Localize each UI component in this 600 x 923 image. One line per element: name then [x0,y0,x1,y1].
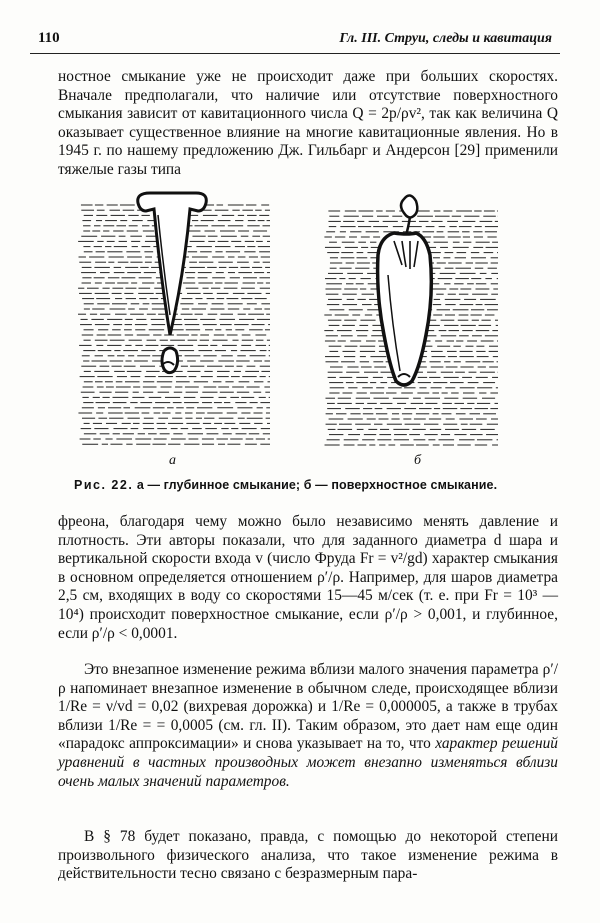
paragraph-4: В § 78 будет показано, правда, с помощью до некоторой степени произвольного физического анализа, что такое изменение режима в действительности тесно связано с безразмерным пара- [58,828,558,883]
page-number: 110 [38,30,60,46]
cavity-diagrams [58,185,558,475]
paragraph-1: ностное смыкание уже не происходит даже при больших скоростях. Вначале предполагали, что наличие или отсутствие поверхностного смыкания зависит от кавитационного числа Q = 2p/ρv², так как величина Q оказывает существенное влияние на многие кавитационные явления. Но в 1945 г. по нашему предложению Дж. Гильбарг и Андерсон [29] применили тяжелые газы типа [58,68,558,178]
caption-text: а — глубинное смыкание; б — поверхностное смыкание. [136,478,498,492]
paragraph-3-text: Это внезапное изменение режима вблизи малого значения параметра ρ′/ρ напоминает внезапное изменение в обычном следе, происходящее вблизи 1/Re = ν/vd = 0,02 (вихревая дорожка) и 1/Re = 0,000005, а также в трубах вблизи 1/Re = = 0,0005 (см. гл. II). Таким образом, это дает нам еще один «парадокс аппроксимации» и снова указывает на то, что [58,661,558,753]
caption-label: Рис. 22. [74,478,134,492]
header-rule [30,53,560,54]
page-header [30,30,570,52]
paragraph-3-emphasis: характер решений уравнений в частных производных может внезапно изменяться вблизи очень малых значений параметров. [58,735,559,790]
paragraph-2: фреона, благодаря чему можно было независимо менять давление и плотность. Эти авторы показали, что для заданного диаметра d шара и вертикальной скорости входа v (число Фруда Fr = v²/gd) характер смыкания в основном определяется отношением ρ′/ρ. Например, для шаров диаметра 2,5 см, входящих в воду со скоростями 15—45 м/сек (т. е. при Fr = 10³ — 10⁴) происходит поверхностное смыкание, если ρ′/ρ > 0,001, и глубинное, если ρ′/ρ < 0,0001. [58,513,558,642]
running-head: Гл. III. Струи, следы и кавитация [339,31,552,46]
figure-22 [58,185,558,505]
figure-label-a: а [169,453,176,468]
figure-label-b: б [414,453,422,468]
paragraph-3 [58,661,558,791]
figure-caption [74,478,554,492]
